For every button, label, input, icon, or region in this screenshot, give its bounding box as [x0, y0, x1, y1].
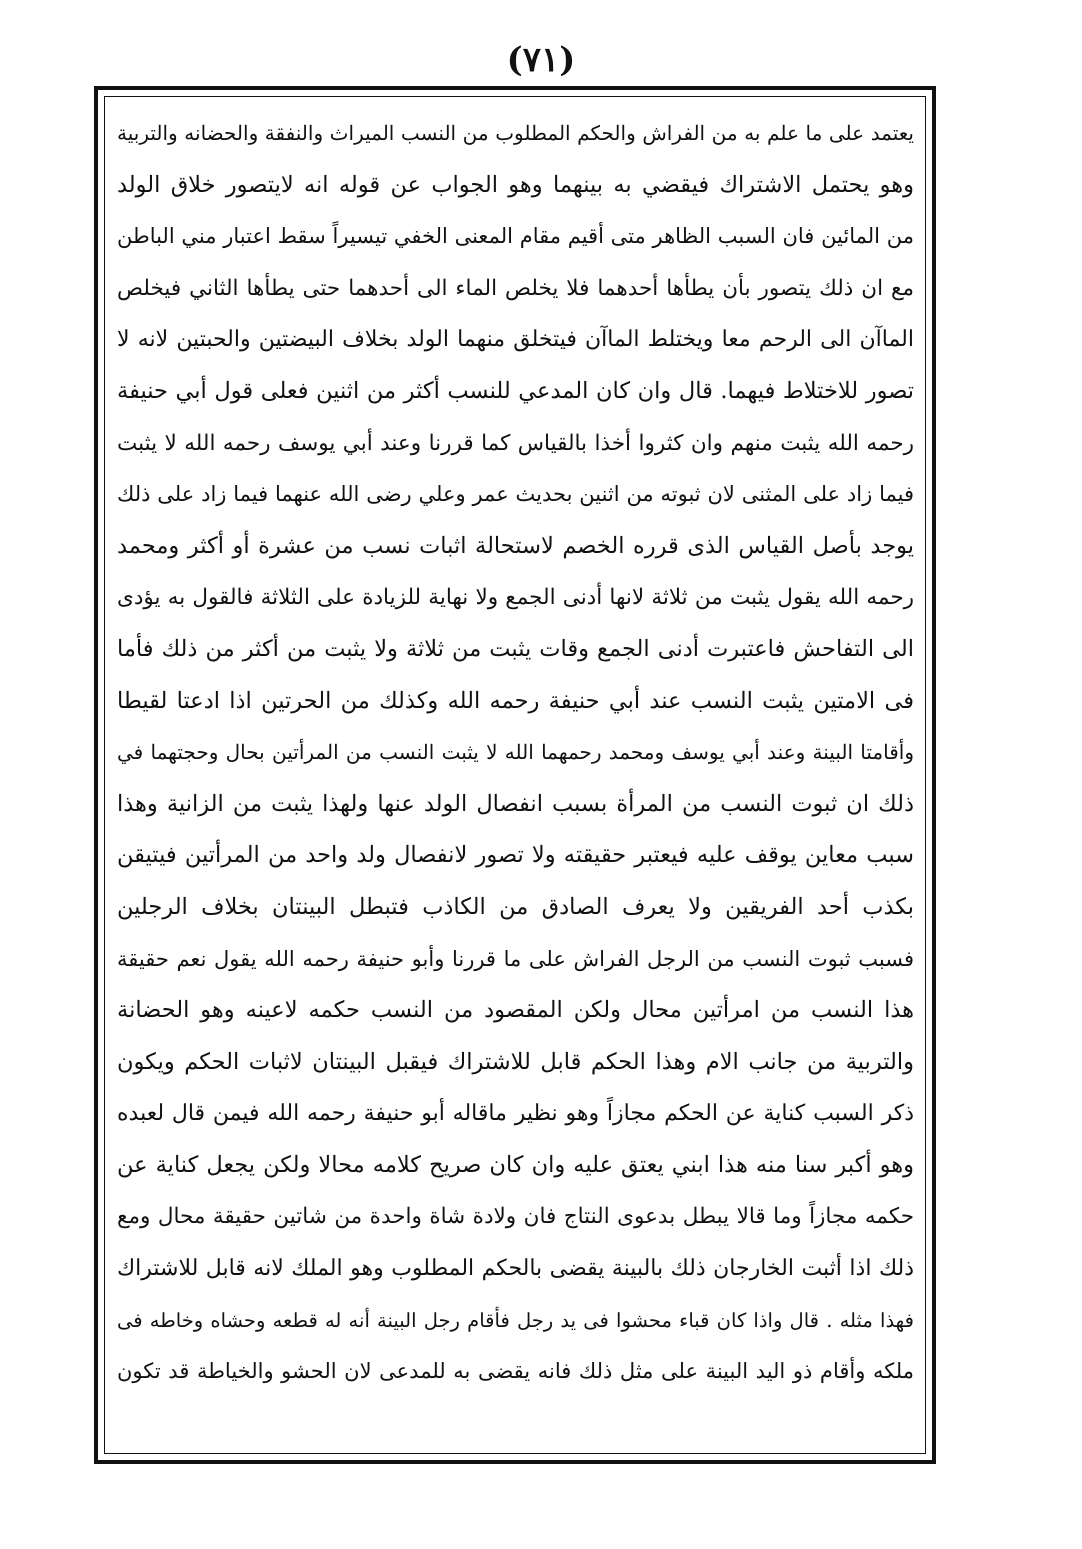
text-line: مع ان ذلك يتصور بأن يطأها أحدهما فلا يخلص الماء الى أحدهما حتى يطأها الثاني فيخلص [117, 275, 914, 301]
text-line: الماآن الى الرحم معا ويختلط الماآن فيتخلق منهما الولد بخلاف البيضتين والحبتين لانه لا [117, 327, 914, 353]
text-line: وهو يحتمل الاشتراك فيقضي به بينهما وهو الجواب عن قوله انه لايتصور خلاق الولد [117, 171, 914, 198]
body-text [117, 108, 914, 1448]
text-line: من المائين فان السبب الظاهر متى أقيم مقام المعنى الخفي تيسيراً سقط اعتبار مني الباطن [117, 224, 914, 249]
text-line: رحمه الله يقول يثبت من ثلاثة لانها أدنى الجمع ولا نهاية للزيادة على الثلاثة فالقول به يؤدى [117, 585, 914, 611]
text-line: ذلك ان ثبوت النسب من المرأة بسبب انفصال الولد عنها ولهذا يثبت من الزانية وهذا [117, 790, 914, 817]
text-line: وهو أكبر سنا منه هذا ابني يعتق عليه وان كان صريح كلامه محالا ولكن يجعل كناية عن [117, 1151, 914, 1178]
text-line: حكمه مجازاً وما قالا يبطل بدعوى النتاج فان ولادة شاة واحدة من شاتين حقيقة محال ومع [117, 1204, 914, 1230]
text-line: رحمه الله يثبت منهم وان كثروا أخذا بالقياس كما قررنا وعند أبي يوسف رحمه الله لا يثبت [117, 430, 914, 456]
page-number: (٧١) [506, 40, 576, 80]
text-line: فيما زاد على المثنى لان ثبوته من اثنين بحديث عمر وعلي رضى الله عنهما فيما زاد على ذلك [117, 482, 914, 507]
text-line: وأقامتا البينة وعند أبي يوسف ومحمد رحمهما الله لا يثبت النسب من المرأتين بحال وحجتهما في [117, 740, 914, 765]
text-line: يوجد بأصل القياس الذى قرره الخصم لاستحالة اثبات نسب من عشرة أو أكثر ومحمد [117, 532, 914, 559]
text-line: ملكه وأقام ذو اليد البينة على مثل ذلك فانه يقضى به للمدعى لان الحشو والخياطة قد تكون [117, 1359, 914, 1384]
text-line: ذلك اذا أثبت الخارجان ذلك بالبينة يقضى بالحكم المطلوب وهو الملك لانه قابل للاشتراك [117, 1256, 914, 1282]
text-line: الى التفاحش فاعتبرت أدنى الجمع وقات يثبت من ثلاثة ولا يثبت من أكثر من ذلك فأما [117, 635, 914, 662]
text-line: فسبب ثبوت النسب من الرجل الفراش على ما قررنا وأبو حنيفة رحمه الله يقول نعم حقيقة [117, 946, 914, 971]
text-line: بكذب أحد الفريقين ولا يعرف الصادق من الكاذب فتبطل البينتان بخلاف الرجلين [117, 893, 914, 920]
text-line: ذكر السبب كناية عن الحكم مجازاً وهو نظير ماقاله أبو حنيفة رحمه الله فيمن قال لعبده [117, 1101, 914, 1127]
text-line: سبب معاين يوقف عليه فيعتبر حقيقته ولا تصور لانفصال ولد واحد من المرأتين فيتيقن [117, 842, 914, 869]
text-line: فهذا مثله . قال واذا كان قباء محشوا فى يد رجل فأقام رجل البينة أنه له قطعه وحشاه وخاطه فى [117, 1308, 914, 1332]
text-line: فى الامتين يثبت النسب عند أبي حنيفة رحمه الله وكذلك من الحرتين اذا ادعتا لقيطا [117, 687, 914, 714]
text-line: تصور للاختلاط فيهما. قال وان كان المدعي للنسب أكثر من اثنين فعلى قول أبي حنيفة [117, 377, 914, 404]
text-line: يعتمد على ما علم به من الفراش والحكم المطلوب من النسب الميراث والنفقة والحضانه والتربية [117, 121, 914, 145]
text-line: هذا النسب من امرأتين محال ولكن المقصود من النسب حكمه لاعينه وهو الحضانة [117, 997, 914, 1024]
text-line: والتربية من جانب الام وهذا الحكم قابل للاشتراك فيقبل البينتان لاثبات الحكم ويكون [117, 1048, 914, 1075]
